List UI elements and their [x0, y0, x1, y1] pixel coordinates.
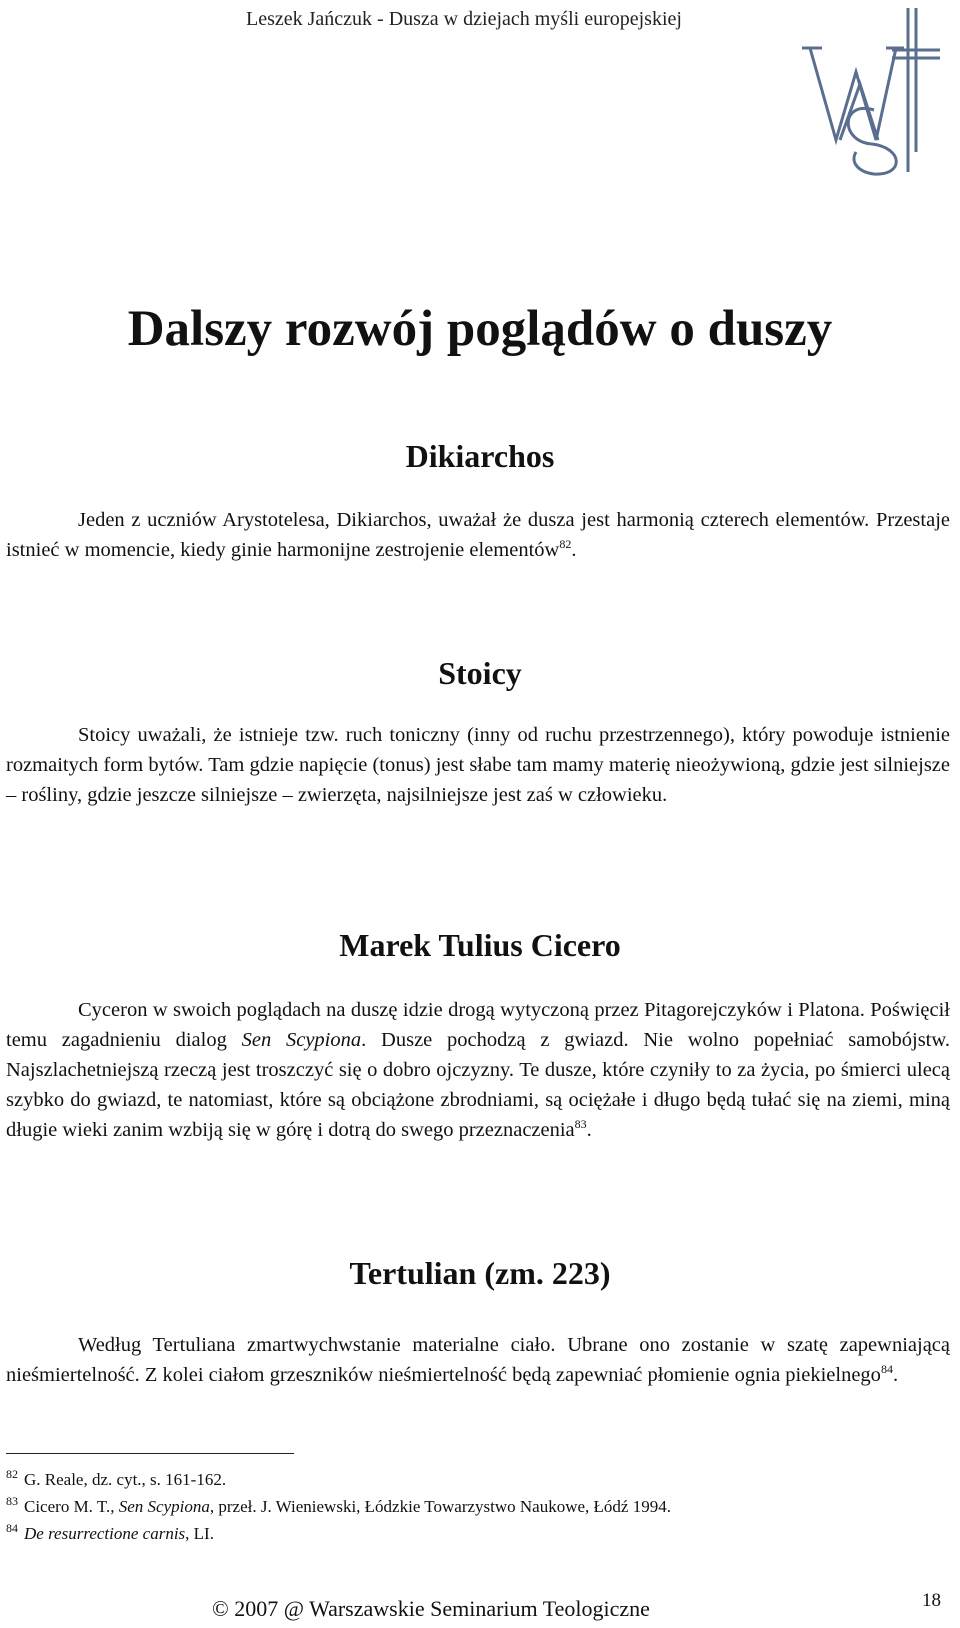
footnote-separator [6, 1453, 294, 1454]
section-heading-stoicy: Stoicy [438, 655, 522, 691]
paragraph-dikiarchos: Jeden z uczniów Arystotelesa, Dikiarchos, uważał że dusza jest harmonią czterech elementów. Przestaje istnieć w momencie, kiedy ginie harmonijne zestrojenie elementów$^{82}$. [6, 509, 950, 561]
section-heading-tertulian: Tertulian (zm. 223) [349, 1255, 611, 1291]
paragraph-text: Jeden z uczniów Arystotelesa, Dikiarchos, uważał że dusza jest harmonią czterech elementów. Przestaje istnieć w momencie, kiedy ginie harmonijne zestrojenie elementów [6, 509, 950, 561]
italic-title: Sen Scypiona [241, 1029, 362, 1051]
paragraph-text: Według Tertuliana zmartwychwstanie materialne ciało. Ubrane ono zostanie w szatę zapewniającą nieśmiertelność. Z kolei ciałom grzeszników nieśmiertelność będą zapewniać płomienie ognia piekielnego [6, 1334, 950, 1386]
running-header: Leszek Jańczuk - Dusza w dziejach myśli europejskiej [246, 8, 682, 30]
page-title: Dalszy rozwój poglądów o duszy [127, 301, 833, 357]
paragraph-text: Stoicy uważali, że istnieje tzw. ruch toniczny (inny od ruchu przestrzennego), który powoduje istnienie rozmaitych form bytów. Tam gdzie napięcie (tonus) jest słabe tam mamy materię nieożywioną, gdzie jest silniejsze – rośliny, gdzie jeszcze silniejsze – zwierzęta, najsilniejsze jest zaś w człowieku. [6, 724, 950, 806]
page-number: 18 [922, 1590, 941, 1611]
wst-logo [800, 2, 950, 177]
footnote-ref-83[interactable]: 83 [574, 1117, 587, 1132]
section-heading-dikiarchos: Dikiarchos [405, 438, 555, 474]
footnote-ref-84[interactable]: 84 [880, 1362, 893, 1377]
footnote-83: $^{83}$ Cicero M. T., Sen Scypiona, przeł. J. Wieniewski, Łódzkie Towarzystwo Naukowe, Łódź 1994. [6, 1494, 671, 1516]
footnote-ref-82[interactable]: 82 [559, 537, 572, 552]
paragraph-cicero: Cyceron w swoich poglądach na duszę idzie drogą wytyczoną przez Pitagorejczyków i Platona. Poświęcił temu zagadnieniu dialog Sen Scypiona. Dusze pochodzą z gwiazd. Nie wolno popełniać samobójstw. Najszlachetniejszą rzeczą jest troszczyć się o dobro ojczyzny. Te dusze, które czyniły to za życia, po śmierci ulecą szybko do gwiazd, te natomiast, które są obciążone zbrodniami, są ociężałe i długo będą tułać się na ziemi, miną długie wieki zanim wzbiją się w górę i dotrą do swego przeznaczenia$^{83}$. [6, 999, 950, 1141]
footer-copyright: © 2007 @ Warszawskie Seminarium Teologiczne [212, 1596, 650, 1621]
footnotes-list [6, 1466, 950, 1547]
paragraph-stoicy [6, 720, 950, 810]
section-heading-cicero: Marek Tulius Cicero [339, 927, 621, 963]
paragraph-tertulian: Według Tertuliana zmartwychwstanie materialne ciało. Ubrane ono zostanie w szatę zapewniającą nieśmiertelność. Z kolei ciałom grzeszników nieśmiertelność będą zapewniać płomienie ognia piekielnego$^{84}$. [6, 1334, 950, 1386]
footnote-84: $^{84}$ De resurrectione carnis, LI. [6, 1521, 214, 1543]
footnote-82: $^{82}$ G. Reale, dz. cyt., s. 161-162. [6, 1467, 227, 1489]
